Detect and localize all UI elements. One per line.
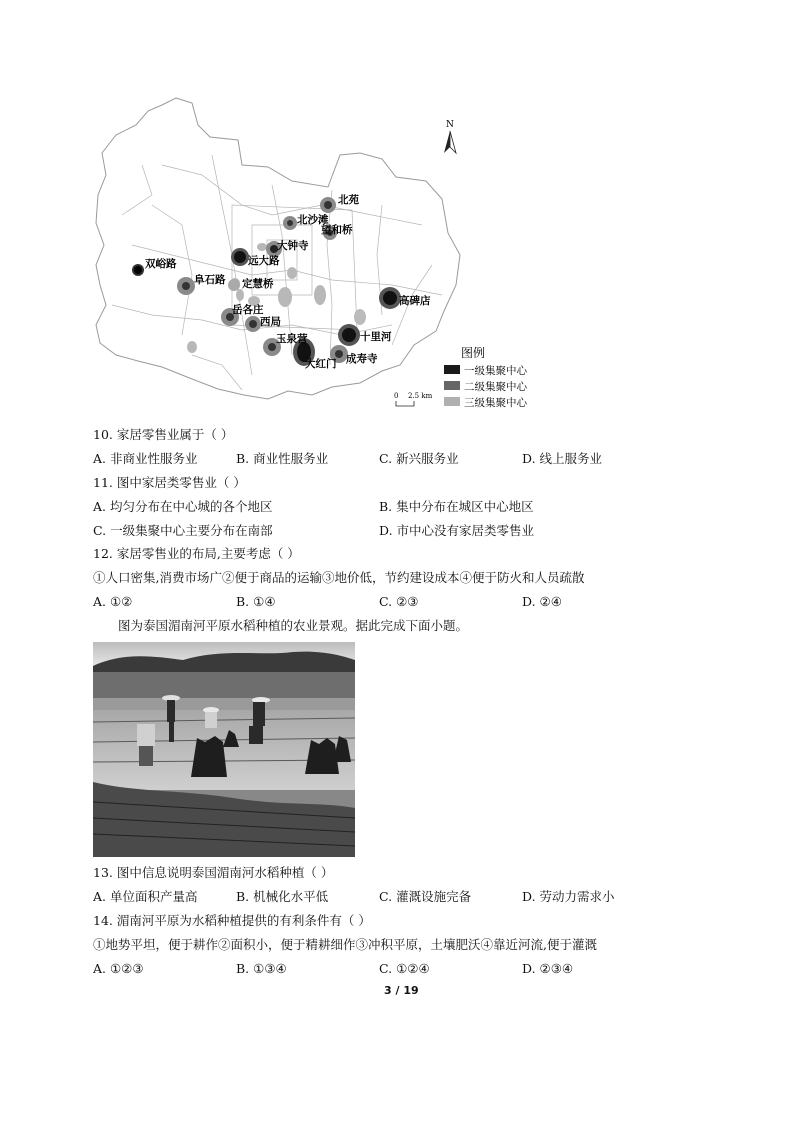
photo-svg (93, 642, 355, 857)
q14-option-d: D. ②③④ (522, 961, 574, 976)
place-label-yuegezhuang: 岳各庄 (232, 304, 264, 316)
svg-text:2.5 km: 2.5 km (408, 392, 433, 400)
q12-option-a: A. ①② (93, 594, 133, 609)
q11-option-d: D. 市中心没有家居类零售业 (379, 523, 535, 538)
retail-distribution-map (92, 95, 542, 415)
q10-option-b: B. 商业性服务业 (236, 451, 329, 466)
q10-option-a: A. 非商业性服务业 (93, 451, 198, 466)
section-intro: 图为泰国湄南河平原水稻种植的农业景观。据此完成下面小题。 (118, 618, 469, 633)
q10-option-c: C. 新兴服务业 (379, 451, 459, 466)
q10-option-d: D. 线上服务业 (522, 451, 603, 466)
place-label-chengshousi: 成寿寺 (346, 353, 378, 365)
q13-option-b: B. 机械化水平低 (236, 889, 329, 904)
legend-title: 图例 (461, 346, 486, 360)
q13-option-d: D. 劳动力需求小 (522, 889, 615, 904)
place-label-xiju: 西局 (260, 316, 281, 328)
q14-choices-line: ①地势平坦，便于耕作②面积小，便于精耕细作③冲积平原，土壤肥沃④靠近河流,便于灌溉 (93, 937, 597, 952)
place-label-dahongmen: 大红门 (305, 358, 337, 370)
rice-paddy-photo (93, 642, 355, 857)
q11-option-a: A. 均匀分布在中心城的各个地区 (93, 499, 273, 514)
q12-option-b: B. ①④ (236, 594, 276, 609)
place-label-yuquanying: 玉泉营 (276, 333, 308, 345)
legend-label-level3: 三级集聚中心 (464, 397, 527, 409)
question-14-stem: 14. 湄南河平原为水稻种植提供的有利条件有（ ） (93, 913, 371, 928)
legend-label-level1: 一级集聚中心 (464, 365, 527, 377)
q12-choices-line: ①人口密集,消费市场广②便于商品的运输③地价低，节约建设成本④便于防火和人员疏散 (93, 570, 585, 585)
svg-text:0: 0 (394, 392, 399, 400)
scale-bar (394, 392, 433, 406)
svg-text:N: N (446, 120, 454, 130)
page-number: 3 / 19 (384, 984, 419, 997)
q14-option-a: A. ①②③ (93, 961, 144, 976)
legend-swatch-level1 (444, 365, 460, 374)
place-label-shilihe: 十里河 (360, 331, 392, 343)
legend-label-level2: 二级集聚中心 (464, 381, 527, 393)
place-label-beishatan: 北沙滩 (297, 214, 329, 226)
place-label-dinghui: 定慧桥 (242, 278, 274, 290)
place-label-wanghe: 望和桥 (321, 224, 353, 236)
question-13-stem: 13. 图中信息说明泰国湄南河水稻种植（ ） (93, 865, 334, 880)
q14-option-c: C. ①②④ (379, 961, 430, 976)
place-label-fushi: 阜石路 (194, 274, 226, 286)
q13-option-a: A. 单位面积产量高 (93, 889, 198, 904)
map-legend (444, 345, 527, 409)
q13-option-c: C. 灌溉设施完备 (379, 889, 472, 904)
legend-swatch-level3 (444, 397, 460, 406)
legend-swatch-level2 (444, 381, 460, 390)
q14-option-b: B. ①③④ (236, 961, 287, 976)
question-10-stem: 10. 家居零售业属于（ ） (93, 427, 234, 442)
place-label-dazhongsi: 大钟寺 (277, 240, 309, 252)
map-svg (92, 95, 542, 415)
q12-option-c: C. ②③ (379, 594, 419, 609)
place-label-beiyuan: 北苑 (338, 194, 359, 206)
q12-option-d: D. ②④ (522, 594, 562, 609)
q11-option-c: C. 一级集聚中心主要分布在南部 (93, 523, 273, 538)
question-11-stem: 11. 图中家居类零售业（ ） (93, 475, 246, 490)
question-12-stem: 12. 家居零售业的布局,主要考虑（ ） (93, 546, 300, 561)
place-label-shuangyu: 双峪路 (145, 258, 177, 270)
place-label-yuanda: 远大路 (248, 255, 280, 267)
q11-option-b: B. 集中分布在城区中心地区 (379, 499, 534, 514)
north-arrow (444, 120, 456, 153)
place-label-gaobeidian: 高碑店 (399, 295, 431, 307)
